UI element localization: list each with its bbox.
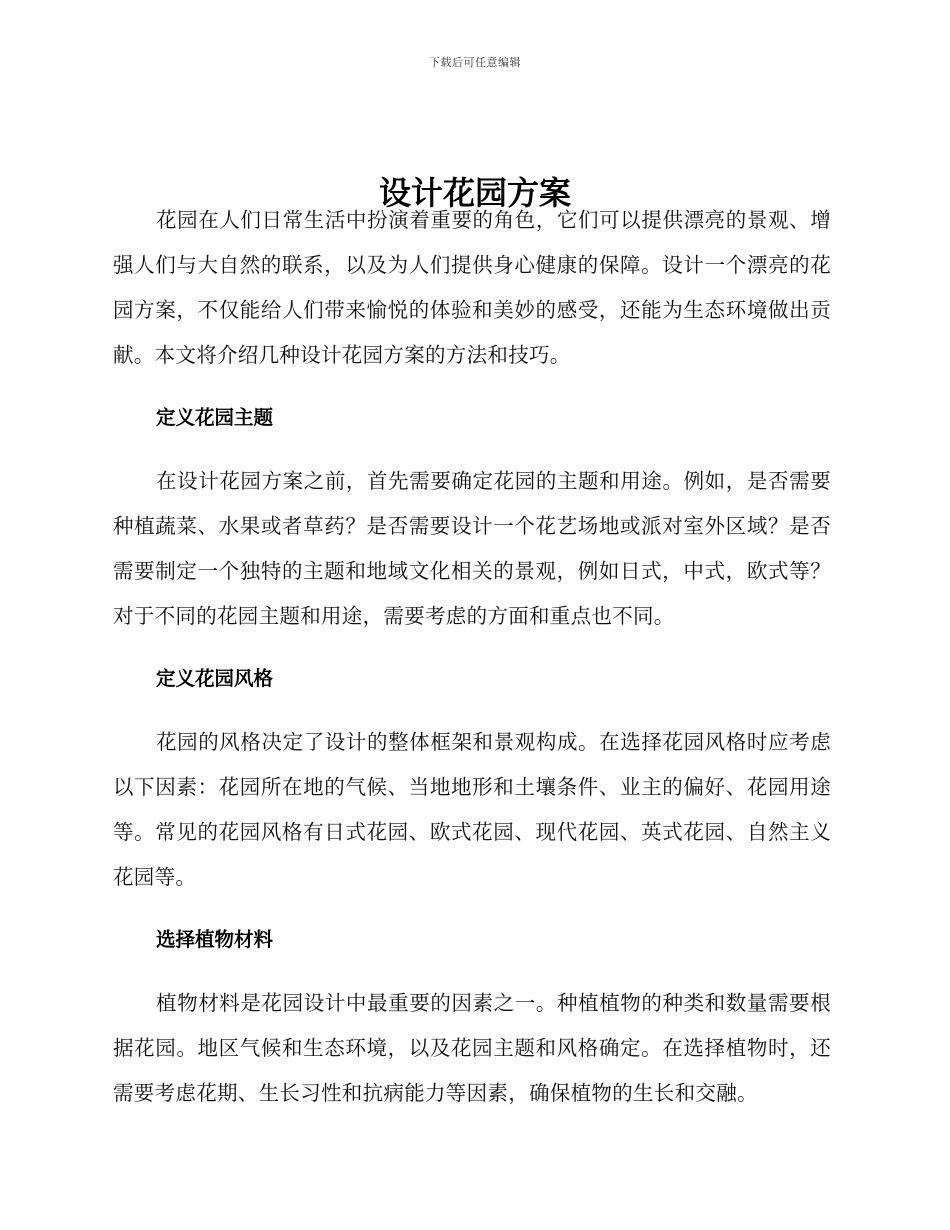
section-heading-style: 定义花园风格 (156, 667, 274, 690)
page-title: 设计花园方案 (378, 174, 571, 213)
section-body-theme: 在设计花园方案之前，首先需要确定花园的主题和用途。例如，是否需要种植蔬菜、水果或者草药？是否需要设计一个花艺场地或派对室外区域？是否需要制定一个独特的主题和地域文化相关的景观，例如日式，中式，欧式等？对于不同的花园主题和用途，需要考虑的方面和重点也不同。 (113, 469, 831, 628)
section-body-style: 花园的风格决定了设计的整体框架和景观构成。在选择花园风格时应考虑以下因素：花园所在地的气候、当地地形和土壤条件、业主的偏好、花园用途等。常见的花园风格有日式花园、欧式花园、现代花园、英式花园、自然主义花园等。 (113, 730, 831, 889)
section-body-plants: 植物材料是花园设计中最重要的因素之一。种植植物的种类和数量需要根据花园。地区气候和生态环境，以及花园主题和风格确定。在选择植物时，还需要考虑花期、生长习性和抗病能力等因素，确保植物的生长和交融。 (113, 991, 831, 1105)
section-heading-plants: 选择植物材料 (156, 928, 274, 951)
intro-paragraph: 花园在人们日常生活中扮演着重要的角色，它们可以提供漂亮的景观、增强人们与大自然的联系，以及为人们提供身心健康的保障。设计一个漂亮的花园方案，不仅能给人们带来愉悦的体验和美妙的感受，还能为生态环境做出贡献。本文将介绍几种设计花园方案的方法和技巧。 (113, 208, 831, 367)
section-heading-theme: 定义花园主题 (156, 406, 274, 429)
document-body (113, 198, 831, 1116)
page-header: 下载后可任意编辑 (429, 56, 521, 69)
